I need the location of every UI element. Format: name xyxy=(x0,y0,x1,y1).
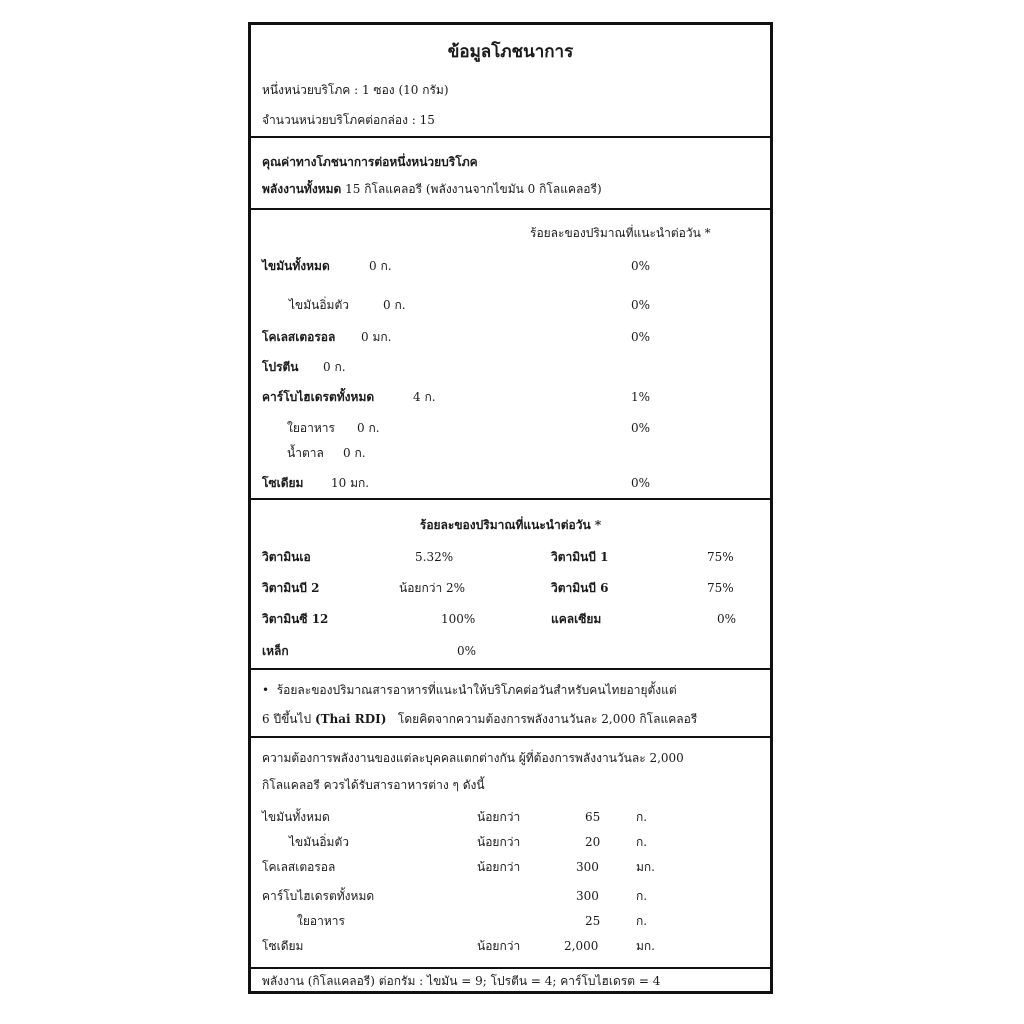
energy-total-label: พลังงานทั้งหมด xyxy=(262,182,342,196)
nutrient-amount: 10 มก. xyxy=(331,476,370,490)
daily-label: ไขมันทั้งหมด xyxy=(262,810,330,824)
vitamin-value: 75% xyxy=(707,581,734,595)
daily-value: 25 xyxy=(585,914,601,928)
nutrient-amount: 0 ก. xyxy=(383,298,406,312)
daily-value: 20 xyxy=(585,835,601,849)
nutrient-label: โซเดียม xyxy=(262,476,304,490)
vitamin-name: เหล็ก xyxy=(262,644,289,658)
nutrient-amount: 0 ก. xyxy=(323,360,346,374)
nutrient-amount: 4 ก. xyxy=(413,390,436,404)
nutrient-label: ไขมันอิ่มตัว xyxy=(289,298,349,312)
daily-intro-1: ความต้องการพลังงานของแต่ละบุคคลแตกต่างกัน ผู้ที่ต้องการพลังงานวันละ 2,000 xyxy=(262,751,684,765)
nutrient-percent: 0% xyxy=(631,330,651,344)
nutrient-label: โปรตีน xyxy=(262,360,299,374)
serving-size: หนึ่งหน่วยบริโภค : 1 ซอง (10 กรัม) xyxy=(262,83,449,97)
nutrient-label: น้ำตาล xyxy=(287,446,324,460)
daily-label: โซเดียม xyxy=(262,939,304,953)
nutrient-percent: 1% xyxy=(631,390,651,404)
daily-value: 65 xyxy=(585,810,601,824)
daily-qualifier: น้อยกว่า xyxy=(477,810,521,824)
energy-total-text: 15 กิโลแคลอรี (พลังงานจากไขมัน 0 กิโลแคลอรี) xyxy=(345,182,602,196)
vitamin-name: วิตามินเอ xyxy=(262,550,311,564)
thai-rdi: (Thai RDI) xyxy=(314,712,387,726)
daily-unit: มก. xyxy=(636,860,655,874)
nutrient-amount: 0 ก. xyxy=(343,446,366,460)
daily-qualifier: น้อยกว่า xyxy=(477,939,521,953)
label-title: ข้อมูลโภชนาการ xyxy=(447,42,574,62)
energy-factors-section xyxy=(251,969,770,992)
energy-total xyxy=(262,182,602,196)
nutrient-label: ใยอาหาร xyxy=(287,421,335,435)
vitamin-name: วิตามินบี 1 xyxy=(551,550,609,564)
daily-unit: ก. xyxy=(636,889,648,903)
daily-value: 300 xyxy=(576,889,599,903)
vitamin-name: วิตามินบี 2 xyxy=(262,581,320,595)
nutrient-label: คาร์โบไฮเดรตทั้งหมด xyxy=(262,390,375,404)
vitamin-value: 0% xyxy=(457,644,477,658)
footnote-section xyxy=(251,670,770,738)
nutrients-dv-header: ร้อยละของปริมาณที่แนะนำต่อวัน * xyxy=(530,226,711,240)
nutrient-label: ไขมันทั้งหมด xyxy=(262,259,330,273)
daily-value: 300 xyxy=(576,860,599,874)
daily-requirements-section xyxy=(251,738,770,969)
daily-unit: ก. xyxy=(636,835,648,849)
daily-qualifier: น้อยกว่า xyxy=(477,835,521,849)
nutrient-percent: 0% xyxy=(631,298,651,312)
nutrient-amount: 0 ก. xyxy=(357,421,380,435)
servings-per-box: จำนวนหน่วยบริโภคต่อกล่อง : 15 xyxy=(262,113,435,127)
daily-unit: ก. xyxy=(636,810,648,824)
daily-qualifier: น้อยกว่า xyxy=(477,860,521,874)
vitamin-name: วิตามินซี 12 xyxy=(262,612,329,626)
daily-label: ไขมันอิ่มตัว xyxy=(289,835,349,849)
footnote-line-2: 6 ปีขึ้นไป (Thai RDI) โดยคิดจากความต้องการพลังงานวันละ 2,000 กิโลแคลอรี xyxy=(262,712,698,726)
daily-unit: มก. xyxy=(636,939,655,953)
energy-factors: พลังงาน (กิโลแคลอรี) ต่อกรัม : ไขมัน = 9; โปรตีน = 4; คาร์โบไฮเดรต = 4 xyxy=(262,974,661,988)
vitamin-value: 5.32% xyxy=(415,550,454,564)
nutrient-amount: 0 มก. xyxy=(361,330,392,344)
nutrient-percent: 0% xyxy=(631,476,651,490)
daily-label: โคเลสเตอรอล xyxy=(262,860,336,874)
daily-unit: ก. xyxy=(636,914,648,928)
header-section xyxy=(251,25,770,138)
vitamin-name: แคลเซียม xyxy=(551,612,602,626)
daily-intro-2: กิโลแคลอรี ควรได้รับสารอาหารต่าง ๆ ดังนี้ xyxy=(262,778,485,792)
vitamin-value: 100% xyxy=(441,612,476,626)
energy-section xyxy=(251,138,770,210)
per-serving-heading: คุณค่าทางโภชนาการต่อหนึ่งหน่วยบริโภค xyxy=(262,155,478,169)
daily-value: 2,000 xyxy=(564,939,599,953)
vitamin-value: 75% xyxy=(707,550,734,564)
footnote-bullet: • xyxy=(262,683,270,697)
vitamin-value: น้อยกว่า 2% xyxy=(399,581,466,595)
daily-label: ใยอาหาร xyxy=(297,914,345,928)
nutrient-label: โคเลสเตอรอล xyxy=(262,330,336,344)
vitamins-dv-header: ร้อยละของปริมาณที่แนะนำต่อวัน * xyxy=(419,518,602,532)
vitamin-name: วิตามินบี 6 xyxy=(551,581,609,595)
vitamins-section xyxy=(251,500,770,670)
nutrient-percent: 0% xyxy=(631,421,651,435)
vitamin-value: 0% xyxy=(717,612,737,626)
nutrients-section xyxy=(251,210,770,500)
nutrient-percent: 0% xyxy=(631,259,651,273)
nutrient-amount: 0 ก. xyxy=(369,259,392,273)
daily-label: คาร์โบไฮเดรตทั้งหมด xyxy=(262,889,375,903)
footnote-line-1: • ร้อยละของปริมาณสารอาหารที่แนะนำให้บริโภคต่อวันสำหรับคนไทยอายุตั้งแต่ xyxy=(262,683,677,697)
nutrition-label xyxy=(248,22,773,994)
